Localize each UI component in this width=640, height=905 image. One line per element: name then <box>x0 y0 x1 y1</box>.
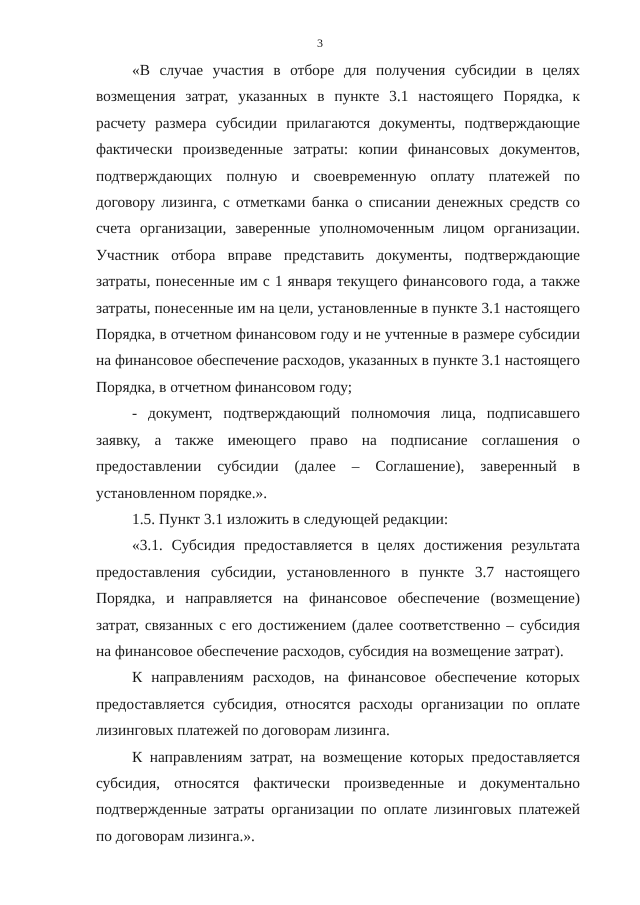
paragraph-documents-requirements: «В случае участия в отборе для получения субсидии в целях возмещения затрат, указанных в пункте 3.1 настоящего Порядка, к расчету размера субсидии прилагаются документы, подтверждающие фактически произведенные затраты: копии финансовых документов, подтверждающих полную и своевременную оплату платежей по договору лизинга, с отметками банка о списании денежных средств со счета организации, заверенные уполномоченным лицом организации. Участник отбора вправе представить документы, подтверждающие затраты, понесенные им с 1 января текущего финансового года, а также затраты, понесенные им на цели, установленные в пункте 3.1 настоящего Порядка, в отчетном финансовом году и не учтенные в размере субсидии на финансовое обеспечение расходов, указанных в пункте 3.1 настоящего Порядка, в отчетном финансовом году; <box>96 62 580 396</box>
document-body <box>96 58 580 850</box>
paragraph-authority-document: - документ, подтверждающий полномочия лица, подписавшего заявку, а также имеющего право на подписание соглашения о предоставлении субсидии (далее – Соглашение), заверенный в установленном порядке.». <box>96 405 580 502</box>
paragraph-cost-directions: К направлениям затрат, на возмещение которых предоставляется субсидия, относятся фактически произведенные и документально подтвержденные затраты организации по оплате лизинговых платежей по договорам лизинга.». <box>96 748 580 845</box>
paragraph-item-3-1: «3.1. Субсидия предоставляется в целях достижения результата предоставления субсидии, установленного в пункте 3.7 настоящего Порядка, и направляется на финансовое обеспечение (возмещение) затрат, связанных с его достижением (далее соответственно – субсидия на финансовое обеспечение расходов, субсидия на возмещение затрат). <box>96 537 580 660</box>
page-number: 3 <box>317 36 323 50</box>
paragraph-item-1-5: 1.5. Пункт 3.1 изложить в следующей редакции: <box>132 510 449 528</box>
paragraph-expense-directions: К направлениям расходов, на финансовое обеспечение которых предоставляется субсидия, относятся расходы организации по оплате лизинговых платежей по договорам лизинга. <box>96 669 580 740</box>
